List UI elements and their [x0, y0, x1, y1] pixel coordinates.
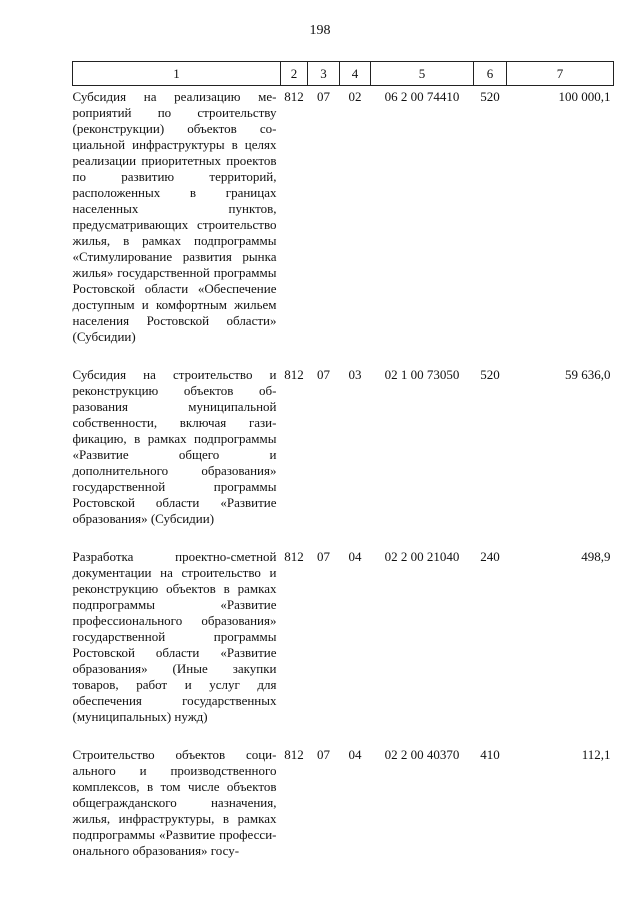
row-amount: 498,9	[581, 549, 611, 564]
table-row	[73, 86, 614, 365]
row-ministry: 812	[284, 549, 304, 564]
row-section: 07	[317, 89, 330, 104]
header-col-4: 4	[340, 62, 371, 86]
row-expense-type: 520	[480, 367, 500, 382]
table-row	[73, 546, 614, 744]
row-subsection: 04	[348, 747, 362, 762]
row-ministry: 812	[284, 367, 304, 382]
row-amount: 112,1	[581, 747, 611, 762]
row-section: 07	[317, 747, 330, 762]
header-col-1: 1	[73, 62, 281, 86]
row-target-article: 06 2 00 74410	[384, 89, 460, 104]
row-ministry: 812	[284, 89, 304, 104]
row-target-article: 02 2 00 21040	[384, 549, 460, 564]
row-name: Строительство объектов социального и производственного комплексов, в том числе объектов общегражданского назначения, жилья, инфраструктуры, в рамках подпрограммы «Развитие профессионального образования» госу-	[72, 747, 277, 858]
row-subsection: 04	[348, 549, 362, 564]
header-col-2: 2	[281, 62, 308, 86]
row-expense-type: 410	[480, 747, 500, 762]
header-col-3: 3	[308, 62, 340, 86]
header-col-7: 7	[507, 62, 614, 86]
row-expense-type: 240	[480, 549, 500, 564]
row-target-article: 02 1 00 73050	[384, 367, 460, 382]
row-section: 07	[317, 367, 330, 382]
row-subsection: 02	[348, 89, 362, 104]
row-name: Субсидия на реализацию мероприятий по строительству (реконструкции) объектов социальной инфраструктуры в целях реализации приоритетных проектов по развитию территорий, расположенных в границах населенных пунктов, предусматривающих строительство жилья, в рамках подпрограммы «Стимулирование развития рынка жилья» государственной программы Ростовской области «Обеспечение доступным и комфортным жильем населения Ростовской области» (Субсидии)	[72, 89, 277, 344]
row-ministry: 812	[284, 747, 304, 762]
row-amount: 59 636,0	[565, 367, 611, 382]
row-section: 07	[317, 549, 330, 564]
row-amount: 100 000,1	[558, 89, 611, 104]
budget-table	[72, 61, 614, 859]
header-row	[73, 62, 614, 86]
page-number: 198	[309, 23, 331, 38]
row-target-article: 02 2 00 40370	[384, 747, 460, 762]
row-name: Разработка проектно-сметной документации на строительство и реконструкцию объектов в рамках подпрограммы «Развитие профессионального образования» государственной программы Ростовской области «Развитие образования» (Иные закупки товаров, работ и услуг для обеспечения государственных (муниципальных) нужд)	[72, 549, 277, 724]
row-expense-type: 520	[480, 89, 500, 104]
header-col-5: 5	[371, 62, 474, 86]
table-row	[73, 744, 614, 859]
row-name: Субсидия на строительство и реконструкцию объектов образования муниципальной собственности, включая газификацию, в рамках подпрограммы «Развитие общего и дополнительного образования» государственной программы Ростовской области «Развитие образования» (Субсидии)	[72, 367, 277, 526]
header-col-6: 6	[474, 62, 507, 86]
table-row	[73, 364, 614, 546]
row-subsection: 03	[348, 367, 362, 382]
